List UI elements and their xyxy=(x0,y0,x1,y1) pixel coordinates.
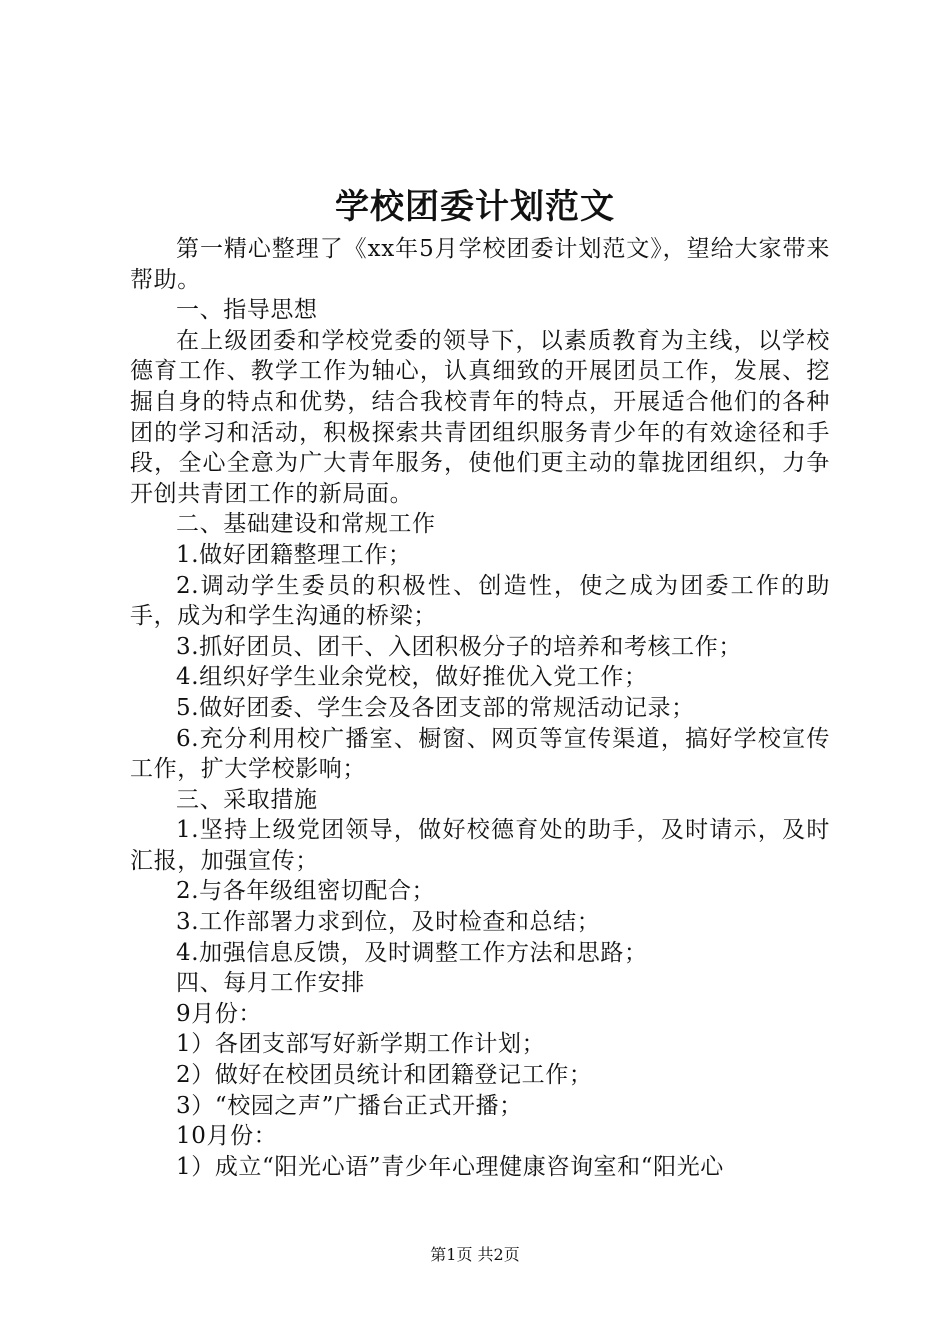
list-item: 1）各团支部写好新学期工作计划； xyxy=(176,1031,546,1058)
section-heading-guiding-idea: 一、指导思想 xyxy=(176,297,318,324)
list-item: 3.工作部署力求到位，及时检查和总结； xyxy=(176,909,601,936)
month-heading-october: 10月份： xyxy=(176,1123,278,1150)
list-item: 6.充分利用校广播室、橱窗、网页等宣传渠道，搞好学校宣传工作，扩大学校影响； xyxy=(130,725,830,783)
list-item: 4.加强信息反馈，及时调整工作方法和思路； xyxy=(176,939,648,966)
section-heading-measures: 三、采取措施 xyxy=(176,786,318,813)
list-item: 5.做好团委、学生会及各团支部的常规活动记录； xyxy=(176,694,695,721)
document-title: 学校团委计划范文 xyxy=(335,187,615,227)
list-item: 1）成立“阳光心语”青少年心理健康咨询室和“阳光心 xyxy=(176,1153,724,1180)
list-item: 2.与各年级组密切配合； xyxy=(176,878,436,905)
section-heading-basic-work: 二、基础建设和常规工作 xyxy=(176,511,436,538)
list-item: 4.组织好学生业余党校，做好推优入党工作； xyxy=(176,664,648,691)
list-item: 1.做好团籍整理工作； xyxy=(176,541,412,568)
section-heading-monthly-plan: 四、每月工作安排 xyxy=(176,970,365,997)
list-item: 2.调动学生委员的积极性、创造性，使之成为团委工作的助手，成为和学生沟通的桥梁； xyxy=(130,572,830,630)
list-item: 2）做好在校团员统计和团籍登记工作； xyxy=(176,1062,593,1089)
list-item: 1.坚持上级党团领导，做好校德育处的助手，及时请示，及时汇报，加强宣传； xyxy=(130,817,830,874)
document-body xyxy=(130,234,830,1182)
paragraph-guiding-idea: 在上级团委和学校党委的领导下，以素质教育为主线，以学校德育工作、教学工作为轴心，认真细致的开展团员工作，发展、挖掘自身的特点和优势，结合我校青年的特点，开展适合他们的各种团的学习和活动，积极探索共青团组织服务青少年的有效途径和手段，全心全意为广大青年服务，使他们更主动的靠拢团组织，力争开创共青团工作的新局面。 xyxy=(130,327,830,507)
list-item: 3）“校园之声”广播台正式开播； xyxy=(176,1092,523,1119)
page-number-footer: 第1页 共2页 xyxy=(430,1245,520,1264)
list-item: 3.抓好团员、团干、入团积极分子的培养和考核工作； xyxy=(176,633,742,660)
month-heading-september: 9月份： xyxy=(176,1000,263,1027)
paragraph-intro: 第一精心整理了《xx年5月学校团委计划范文》，望给大家带来帮助。 xyxy=(130,236,830,293)
